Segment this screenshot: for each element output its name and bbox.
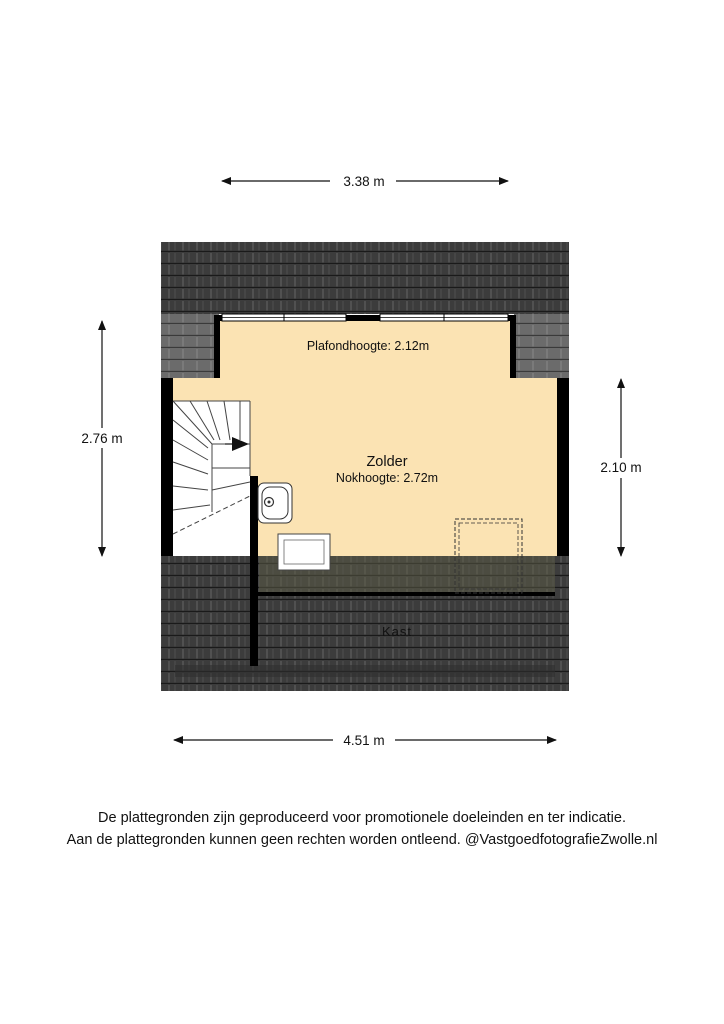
- ceiling-height-label: Plafondhoogte: 2.12m: [306, 339, 430, 353]
- appliance-outline: [278, 534, 330, 570]
- staircase: [173, 401, 250, 556]
- roof-tiles-upper-right: [514, 314, 569, 378]
- roof-tiles-top: [161, 242, 569, 314]
- disclaimer-line-2: Aan de plattegronden kunnen geen rechten worden ontleend. @VastgoedfotografieZwolle.nl: [66, 832, 658, 848]
- wall-upper-left: [214, 315, 220, 378]
- storage-label: Kast: [381, 624, 413, 639]
- roof-tiles-upper-left: [161, 314, 219, 378]
- dimension-label-left: 2.76 m: [81, 431, 123, 446]
- wall-left: [161, 378, 173, 556]
- roof-tiles-eave-bottom: [175, 665, 555, 677]
- disclaimer-line-1: De plattegronden zijn geproduceerd voor promotionele doeleinden en ter indicatie.: [98, 810, 626, 826]
- ridge-height-label: Nokhoogte: 2.72m: [335, 471, 439, 485]
- dimension-label-bottom: 4.51 m: [343, 733, 385, 748]
- dimension-label-right: 2.10 m: [600, 460, 642, 475]
- room-name-label: Zolder: [366, 454, 408, 470]
- wall-stair-vertical: [250, 476, 258, 666]
- dimension-label-top: 3.38 m: [343, 174, 385, 189]
- sink-icon: [258, 483, 292, 523]
- wall-right: [557, 378, 569, 556]
- wall-upper-right: [510, 315, 516, 378]
